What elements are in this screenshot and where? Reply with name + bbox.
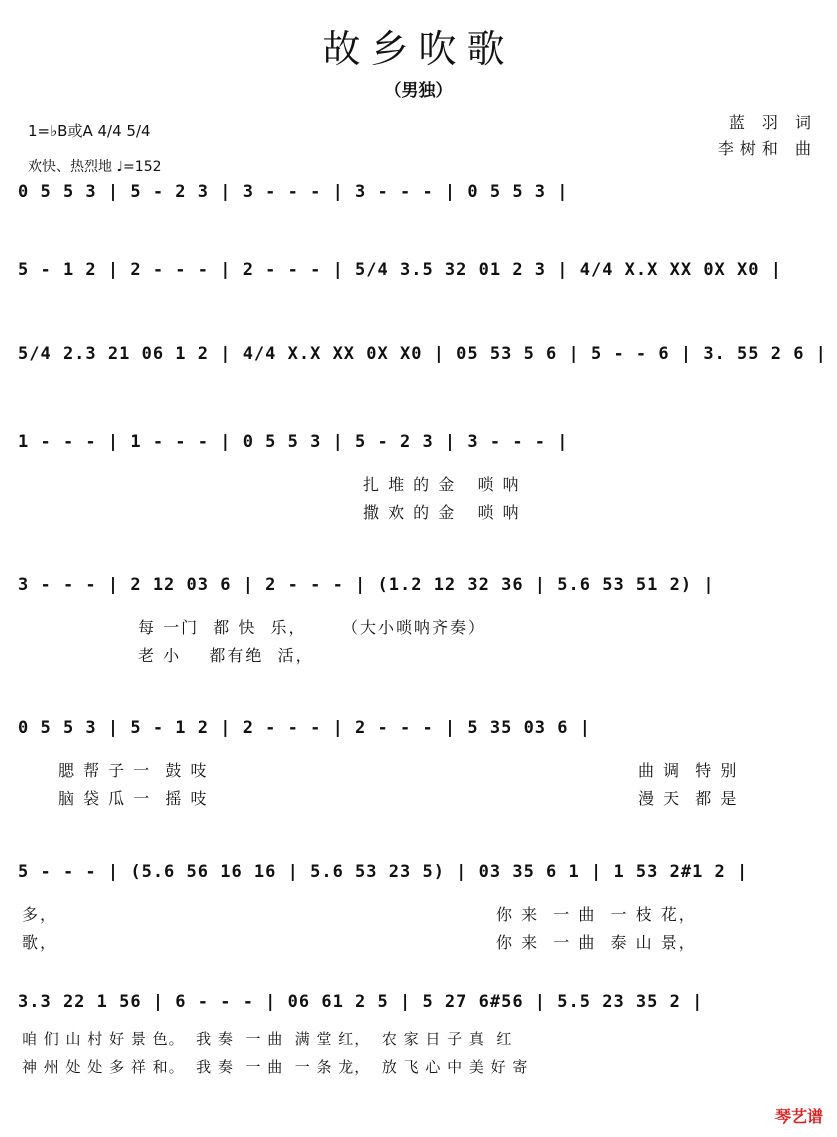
lyricist: 蓝 羽 词 <box>728 113 817 132</box>
credits <box>718 110 817 162</box>
lyrics-verse-1-end: 曲 调 特 别 <box>638 761 739 780</box>
score-row-4 <box>18 432 818 532</box>
lyrics-verse-1: 扎 堆 的 金 唢 呐 <box>363 475 521 494</box>
song-subtitle: （男独） <box>384 81 453 101</box>
song-title: 故乡吹歌 <box>322 27 515 71</box>
notation-line: 3 - - - | 2 12 03 6 | 2 - - - | (1.2 12 32 36 | 5.6 53 51 2) | <box>18 575 715 595</box>
notation-line: 5 - 1 2 | 2 - - - | 2 - - - | 5/4 3.5 32 01 2 3 | 4/4 X.X XX 0X X0 | <box>18 260 782 280</box>
lyrics-verse-2: 撒 欢 的 金 唢 呐 <box>363 503 521 522</box>
score-row-8 <box>18 992 818 1092</box>
score-row-1 <box>18 182 818 222</box>
lyrics-verse-1: 腮 帮 子 一 鼓 吱 <box>58 761 209 780</box>
notation-line: 0 5 5 3 | 5 - 1 2 | 2 - - - | 2 - - - | 5 35 03 6 | <box>18 718 591 738</box>
lyrics-verse-1: 每 一门 都 快 乐， （大小唢呐齐奏） <box>138 618 486 637</box>
score-row-5 <box>18 575 818 675</box>
lyrics-verse-2-end: 你 来 一 曲 泰 山 景， <box>496 933 697 952</box>
score-row-6 <box>18 718 818 818</box>
notation-line: 5/4 2.3 21 06 1 2 | 4/4 X.X XX 0X X0 | 05 53 5 6 | 5 - - 6 | 3. 55 2 6 | <box>18 344 827 364</box>
score-row-7 <box>18 862 818 962</box>
notation-line: 5 - - - | (5.6 56 16 16 | 5.6 53 23 5) | 03 35 6 1 | 1 53 2#1 2 | <box>18 862 749 882</box>
lyrics-verse-1-end: 你 来 一 曲 一 枝 花， <box>496 905 697 924</box>
lyrics-verse-1: 多， <box>22 905 59 924</box>
score-row-3 <box>18 344 827 384</box>
lyrics-verse-2-end: 漫 天 都 是 <box>638 789 739 808</box>
tempo-marking: 欢快、热烈地 ♩=152 <box>28 159 162 175</box>
score-row-2 <box>18 260 818 300</box>
key-signature: 1=♭B或A 4/4 5/4 <box>28 122 151 140</box>
lyrics-verse-2: 神 州 处 处 多 祥 和。 我 奏 一 曲 一 条 龙， 放 飞 心 中 美 好 寄 <box>22 1058 529 1076</box>
site-logo: 琴艺谱 <box>774 1107 823 1126</box>
notation-line: 0 5 5 3 | 5 - 2 3 | 3 - - - | 3 - - - | 0 5 5 3 | <box>18 182 569 202</box>
composer: 李树和 曲 <box>717 139 817 158</box>
notation-line: 1 - - - | 1 - - - | 0 5 5 3 | 5 - 2 3 | 3 - - - | <box>18 432 569 452</box>
notation-line: 3.3 22 1 56 | 6 - - - | 06 61 2 5 | 5 27 6#56 | 5.5 23 35 2 | <box>18 992 704 1012</box>
lyrics-verse-2: 歌， <box>22 933 59 952</box>
lyrics-verse-1: 咱 们 山 村 好 景 色。 我 奏 一 曲 满 堂 红， 农 家 日 子 真 红 <box>22 1030 513 1048</box>
lyrics-verse-2: 老 小 都有绝 活， <box>138 646 314 665</box>
lyrics-verse-2: 脑 袋 瓜 一 摇 吱 <box>58 789 209 808</box>
